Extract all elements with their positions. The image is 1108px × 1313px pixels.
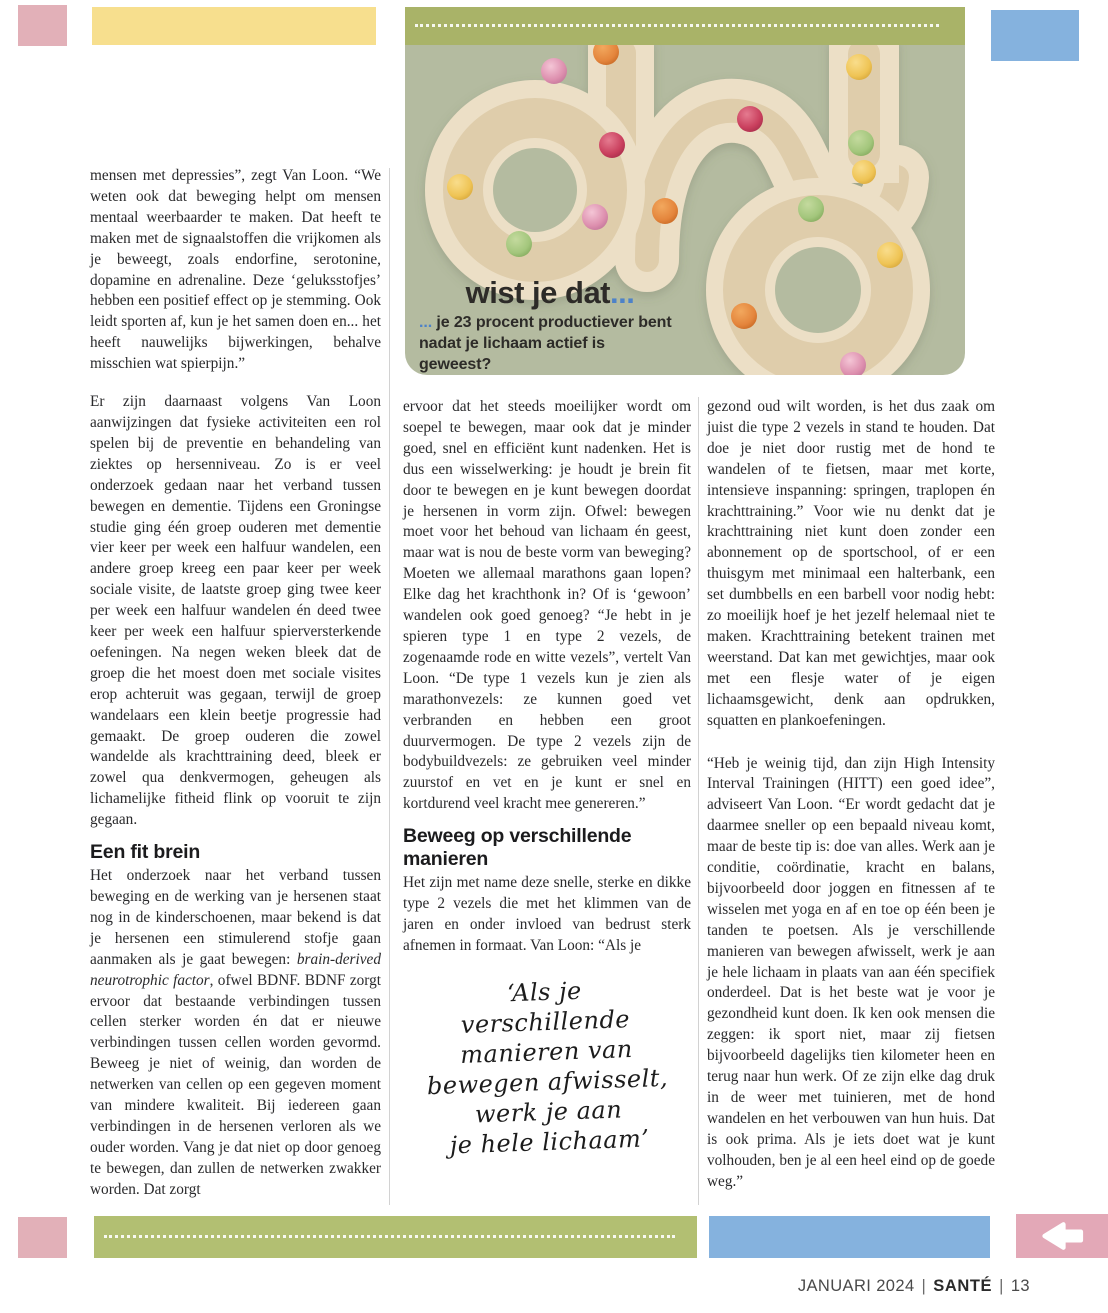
page-footer <box>798 1277 1030 1296</box>
footer-date: JANUARI 2024 <box>797 1277 915 1295</box>
paragraph: Het zijn met name deze snelle, sterke en dikke type 2 vezels die met het klimmen van de jaren en onder invloed van bedrust sterk afnemen in formaat. Van Loon: “Als je <box>403 874 691 954</box>
section-heading-fit-brain: Een fit brein <box>90 841 201 864</box>
deco-pink-square-top-left <box>18 5 67 46</box>
caption-line-1: ... je 23 procent productiever bent <box>419 314 672 331</box>
paragraph: mensen met depressies”, zegt Van Loon. “We weten ook dat beweging helpt om mensen mentaal weerbaarder te maken. Dat heeft te maken met de signaalstoffen die vrijkomen als je beweegt, zoals endorfine, serotonine, dopamine en adrenaline. Deze ‘geluksstofjes’ hebben een positief effect op je stemming. Ook leidt sporten af, kun je het samen doen en... het heeft nauwelijks bijwerkingen, behalve misschien wat spierpijn.” <box>90 167 381 373</box>
column-divider-1 <box>389 168 390 1205</box>
column-divider-2 <box>698 397 699 1205</box>
did-you-know-box <box>419 277 681 375</box>
deco-green-bar-bottom <box>94 1216 697 1258</box>
paragraph: “Heb je weinig tijd, dan zijn High Intensity Interval Trainingen (HITT) een goed idee”, adviseert Van Loon. “Er wordt gedacht dat je daarmee sneller op een bepaald niveau komt, maar de beste tip is: doe van alles. Werk aan je conditie, coördinatie, kracht en balans, bijvoorbeeld door joggen en fitnessen af te wisselen met yoga en af en toe op één been je tanden te poetsen. Als je verschillende manieren van bewegen afwisselt, werk je aan je hele lichaam in plaats van aan één specifiek onderdeel. Dat is het beste wat je voor je gezondheid kunt doen. Ik ken ook mensen die zeggen: ik sport niet, maar zij fietsen bijvoorbeeld dagelijks tien kilometer heen en terug naar hun werk. Of ze zijn elke dag druk in de weer met tuinieren, met de hond wandelen en het verbouwen van hun huis. Dat is ook prima. Als je iets doet wat je kunt volhouden, ben je al een heel eind op de goede weg.” <box>707 754 995 1190</box>
deco-blue-square-top-right <box>991 10 1079 61</box>
footer-separator: | <box>921 1277 927 1295</box>
previous-page-button[interactable] <box>1016 1214 1108 1258</box>
paragraph: Er zijn daarnaast volgens Van Loon aanwijzingen dat fysieke activiteiten een rol spelen bij de preventie en behandeling van ziektes op hersenniveau. Zo is er veel onderzoek gedaan naar het verband tussen bewegen en dementie. Tijdens een Groningse studie ging één groep ouderen met dementie vier keer per week een halfuur wandelen, een andere groep kreeg een paar keer per week sociale visite, de laatste groep ging twee keer per week een halfuur wandelen én deed twee keer per week een halfuur spierversterkende oefeningen. Na negen weken bleek dat de groep die het moest doen met sociale visites erop achteruit was gegaan, terwijl de groep wandelaars een klein beetje progressie had gemaakt. De groep ouderen die zowel wandelde als krachttraining deed, bleek er zowel qua denkvermogen, geheugen als lichamelijke fitheid flink op vooruit te zijn gegaan. <box>90 393 381 829</box>
caption-line-2: nadat je lichaam actief is geweest? <box>419 335 605 373</box>
photo-olive-strip <box>405 7 965 45</box>
footer-magazine-name: SANTÉ <box>933 1277 993 1295</box>
caption-dots: ... <box>419 314 437 331</box>
paragraph: gezond oud wilt worden, is het dus zaak om juist die type 2 vezels in stand te houden. Dat doe je niet door rustig met de hond te wandelen of te fietsen, maar met korte, intensieve inspanning: springen, traplopen én krachttraining.” Voor wie nu denkt dat je krachttraining niet kunt doen zonder een abonnement op de sportschool, of er een thuisgym met minimaal een halterbank, een set dumbbells en een barbell voor nodig hebt: zo moeilijk hoef je het jezelf helemaal niet te maken. Krachttraining betekent trainen met weerstand. Dat kan met gewichtjes, maar ook met een flesje water of je eigen lichaamsgewicht, denk aan opdrukken, squatten en plankoefeningen. <box>707 398 995 729</box>
handwritten-pull-quote: ‘Als je verschillende manieren van bewegen afwisselt, werk je aan je hele lichaam’ <box>426 976 669 1160</box>
article-column-1 <box>90 166 381 1201</box>
paragraph: Het onderzoek naar het verband tussen beweging en de werking van je hersenen staat nog in de kinderschoenen, maar bekend is dat je hersenen een stimulerend stofje gaan aanmaken als je gaat bewegen: brain-derived neurotrophic factor, ofwel BDNF. BDNF zorgt ervoor dat bestaande verbindingen tussen cellen sterker worden én dat er nieuwe verbindingen tussen cellen worden gevormd. Beweeg je niet of weinig, dan worden de netwerken van cellen op een gegeven moment van mindere kwaliteit. Bij iedereen gaan verbindingen in de hersenen verloren als we ouder worden. Vang je dat niet op door genoeg te bewegen, dan zullen de netwerken zwakker worden. Dat zorgt <box>90 867 381 1198</box>
dotted-divider-bottom <box>104 1235 675 1238</box>
headline-dots: ... <box>610 275 635 310</box>
arrow-left-icon <box>1036 1220 1088 1252</box>
article-column-2 <box>403 397 691 1160</box>
italic-term: brain-derived neurotrophic factor <box>90 950 381 989</box>
deco-pink-square-bottom-left <box>18 1217 67 1258</box>
footer-separator: | <box>999 1277 1004 1295</box>
did-you-know-headline: wist je dat... <box>465 275 635 310</box>
deco-blue-bar-bottom <box>709 1216 990 1258</box>
deco-yellow-bar-top <box>92 7 376 45</box>
footer-page-number: 13 <box>1010 1277 1030 1295</box>
article-column-3 <box>707 397 995 1193</box>
did-you-know-caption <box>419 312 681 375</box>
feature-photo <box>405 7 965 375</box>
paragraph: ervoor dat het steeds moeilijker wordt om soepel te bewegen, maar ook dat je minder goed, snel en efficiënt kunt nadenken. Het is dus een wisselwerking: je houdt je brein fit door te bewegen en je kunt bewegen doordat je hersenen in vorm zijn. Ofwel: bewegen moet voor het behoud van lichaam én geest, maar wat is nou de beste vorm van beweging? Moeten we allemaal marathons gaan lopen? Elke dag het krachthonk in? Of is ‘gewoon’ wandelen ook goed genoeg? “Je hebt in je spieren type 1 en type 2 vezels, de zogenaamde rode en witte vezels”, vertelt Van Loon. “De type 1 vezels kun je zien als marathonvezels: ze kunnen goed vet verbranden en hebben een groot duurvermogen. De type 2 vezels zijn de bodybuildvezels: ze gebruiken veel minder zuurstof en vet en je kunt er snel en kortdurend veel kracht mee genereren.” <box>403 398 691 813</box>
dotted-divider-top <box>415 24 939 27</box>
section-heading-move-differently: Beweeg op verschillende manieren <box>403 825 632 871</box>
